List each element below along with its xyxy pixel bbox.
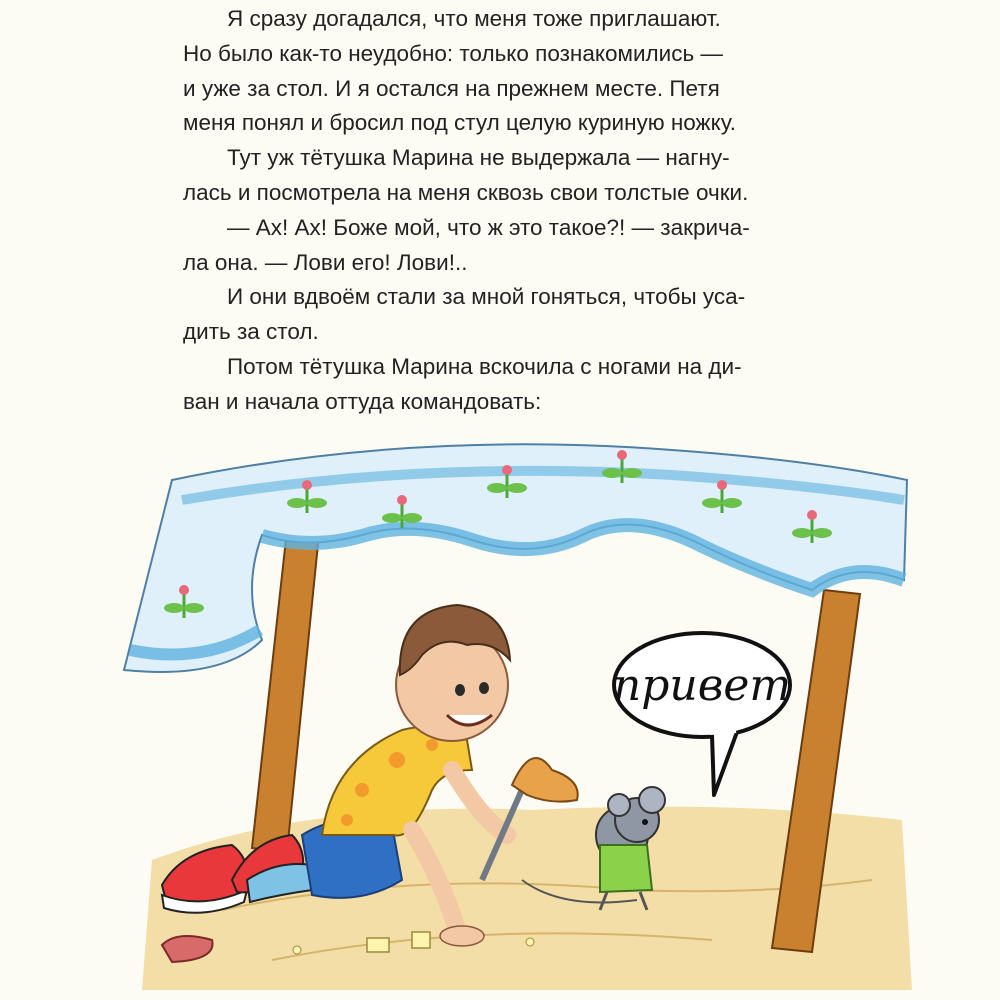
- story-line: Я сразу догадался, что меня тоже приглашают.: [227, 6, 721, 31]
- speech-bubble[interactable]: [613, 633, 791, 795]
- story-line: и уже за стол. И я остался на прежнем месте. Петя: [183, 75, 720, 101]
- mouse-pants: [600, 845, 652, 892]
- story-line: — Ах! Ах! Боже мой, что ж это такое?! — закрича-: [227, 214, 750, 240]
- story-line: ла она. — Лови его! Лови!..: [183, 249, 468, 275]
- illustration-under-table: [112, 440, 912, 990]
- table-leg-left: [252, 530, 319, 852]
- story-line: лась и посмотрела на меня сквозь свои толстые очки.: [183, 179, 749, 205]
- story-text: [183, 2, 805, 420]
- story-line: ван и начала оттуда командовать:: [183, 388, 542, 414]
- story-line: Потом тётушка Марина вскочила с ногами на ди-: [227, 353, 742, 379]
- story-line: И они вдвоём стали за мной гоняться, чтобы уса-: [227, 284, 746, 310]
- speech-bubble-text: привет: [612, 660, 792, 711]
- story-line: дить за стол.: [183, 319, 319, 345]
- story-line: меня понял и бросил под стул целую куриную ножку.: [183, 110, 736, 136]
- story-line: Но было как-то неудобно: только познакомились —: [183, 40, 723, 66]
- story-line: Тут уж тётушка Марина не выдержала — нагну-: [227, 145, 730, 171]
